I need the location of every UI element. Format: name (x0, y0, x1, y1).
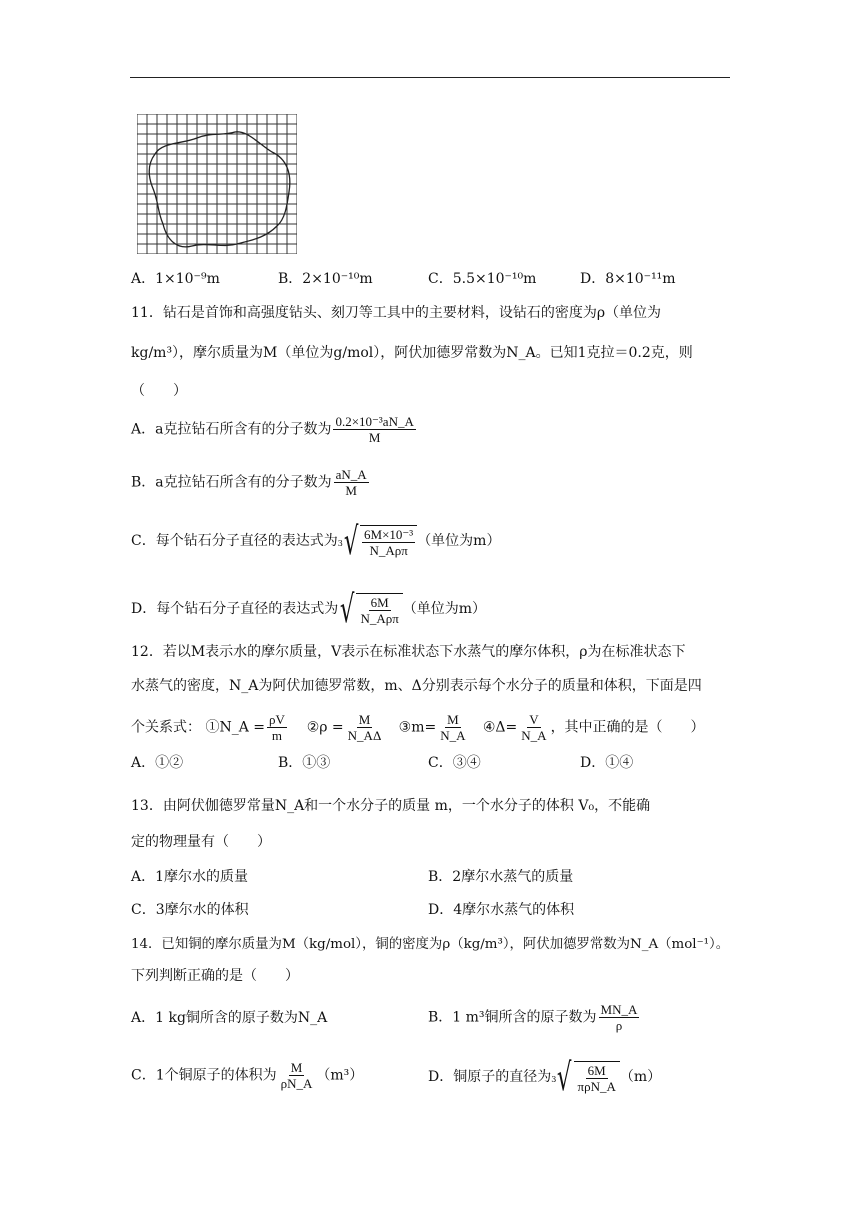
q11-option-c[interactable] (131, 519, 501, 563)
q11-option-d[interactable] (131, 587, 487, 631)
q12-line3-suffix: ，其中正确的是（ ） (550, 719, 705, 736)
q14-option-c-unit: （m³） (316, 1067, 364, 1084)
q13-stem-line2: 定的物理量有（ ） (131, 834, 271, 850)
q11-option-a[interactable] (131, 414, 418, 445)
q14-option-c[interactable] (131, 1060, 363, 1091)
q11-option-a-numerator: 0.2×10⁻³aN_A (335, 414, 414, 429)
q11-option-a-text: A．a克拉钻石所含有的分子数为 (131, 421, 332, 438)
q12-option-c[interactable]: C．③④ (428, 755, 481, 771)
q14-option-d-fraction (576, 1063, 618, 1094)
oil-film-grid-figure (137, 114, 297, 254)
q12-stem-line3 (131, 712, 705, 743)
q12-relation-1-numerator: ρV (269, 712, 285, 727)
q12-relation-1-fraction (267, 712, 287, 743)
q11-option-b-numerator: aN_A (335, 467, 367, 482)
q11-option-d-denominator: N_Aρπ (360, 610, 399, 626)
q14-option-d-unit: （m） (619, 1069, 662, 1085)
q12-option-a[interactable]: A．①② (131, 755, 184, 771)
q14-option-c-text: C．1个铜原子的体积为 (131, 1067, 277, 1084)
q11-option-b-text: B．a克拉钻石所含有的分子数为 (131, 474, 332, 491)
q12-line3-prefix: 个关系式： (131, 719, 201, 736)
q11-option-b-fraction (334, 467, 369, 498)
q11-option-a-fraction (333, 414, 415, 445)
q14-option-b-denominator: ρ (615, 1018, 623, 1033)
q11-option-d-unit: （单位为m） (402, 601, 487, 617)
q12-relation-2-lhs: ②ρ = (306, 719, 344, 736)
q12-relation-3-numerator: M (447, 712, 459, 727)
q11-option-c-numerator: 6M×10⁻³ (364, 526, 414, 542)
q12-stem-line1: 12．若以M表示水的摩尔质量，V表示在标准状态下水蒸气的摩尔体积，ρ为在标准状态下 (131, 644, 686, 660)
q14-option-d[interactable] (428, 1055, 662, 1099)
q14-option-c-numerator: M (290, 1060, 303, 1075)
q14-option-b-text: B．1 m³铜所含的原子数为 (428, 1009, 597, 1026)
q14-option-d-numerator: 6M (587, 1062, 606, 1078)
q13-option-b[interactable]: B．2摩尔水蒸气的质量 (428, 869, 574, 885)
q12-relation-3-fraction (438, 712, 467, 743)
q11-option-b[interactable] (131, 467, 371, 498)
q12-option-d[interactable]: D．①④ (580, 755, 634, 771)
q13-option-d[interactable]: D．4摩尔水蒸气的体积 (428, 902, 575, 918)
q11-stem-line3: （ ） (131, 383, 187, 399)
q14-stem-line2: 下列判断正确的是（ ） (131, 968, 299, 984)
q11-option-c-text: C．每个钻石分子直径的表达式为 (131, 533, 338, 549)
header-rule (130, 77, 730, 78)
q12-relation-1-lhs: ①N_A = (205, 719, 265, 736)
q10-option-d[interactable]: D．8×10⁻¹¹m (580, 271, 676, 287)
q14-option-c-denominator: ρN_A (280, 1076, 313, 1091)
q11-option-c-fraction (362, 527, 415, 558)
q12-relation-4-fraction (519, 712, 548, 743)
q11-stem-line1: 11．钻石是首饰和高强度钻头、刻刀等工具中的主要材料，设钻石的密度为ρ（单位为 (131, 305, 662, 321)
q14-option-a[interactable]: A．1 kg铜所含的原子数为N_A (131, 1010, 328, 1026)
q12-relation-4-numerator: V (529, 712, 539, 727)
q14-option-c-fraction (279, 1060, 315, 1091)
q14-stem-line1: 14．已知铜的摩尔质量为M（kg/mol），铜的密度为ρ（kg/m³），阿伏加德罗常数为N_A（mol⁻¹）。 (131, 937, 730, 952)
q13-option-a[interactable]: A．1摩尔水的质量 (131, 869, 249, 885)
q10-option-c[interactable]: C．5.5×10⁻¹⁰m (428, 271, 537, 287)
q12-relation-4-denominator: N_A (521, 728, 547, 743)
q10-option-a[interactable]: A．1×10⁻⁹m (131, 271, 220, 287)
q14-option-d-text: D．铜原子的直径为 (428, 1069, 552, 1085)
q12-relation-2-denominator: N_AΔ (347, 728, 382, 743)
q13-option-c[interactable]: C．3摩尔水的体积 (131, 902, 249, 918)
q14-option-b-fraction (599, 1002, 640, 1033)
q10-option-b[interactable]: B．2×10⁻¹⁰m (278, 271, 373, 287)
q14-option-d-root-index: 3 (551, 1075, 557, 1084)
q14-option-b-numerator: MN_A (600, 1002, 638, 1017)
q14-option-d-denominator: πρN_A (577, 1078, 616, 1094)
q12-relation-2-numerator: M (358, 712, 371, 727)
q12-stem-line2: 水蒸气的密度，N_A为阿伏加德罗常数，m、Δ分别表示每个水分子的质量和体积，下面是四 (131, 678, 702, 694)
q12-relation-3-denominator: N_A (440, 728, 466, 743)
q12-relation-3-lhs: ③m= (398, 719, 437, 736)
q11-option-c-denominator: N_Aρπ (369, 542, 408, 558)
q14-option-b[interactable] (428, 1002, 641, 1033)
q11-option-d-text: D．每个钻石分子直径的表达式为 (131, 601, 339, 617)
q11-option-d-square-root: √ $\frac{6M}{\text{N\_Aρπ}}$ (338, 590, 403, 628)
q12-relation-2-fraction (346, 712, 384, 743)
q11-stem-line2: kg/m³），摩尔质量为M（单位为g/mol），阿伏加德罗常数为N_A。已知1克拉＝0.2克，则 (131, 345, 693, 361)
q12-relation-4-lhs: ④Δ= (482, 719, 518, 736)
q12-relation-1-denominator: m (271, 728, 282, 743)
q11-option-a-denominator: M (368, 430, 381, 445)
q11-option-c-unit: （单位为m） (417, 533, 501, 549)
q14-option-d-cube-root: 3 √ $\frac{6M}{\text{πρN\_A}}$ (551, 1058, 620, 1096)
q11-option-d-fraction (358, 595, 400, 626)
q11-option-c-cube-root: 3 √ $\frac{\text{6M×10⁻³}}{\text{N\_Aρπ}}$ (338, 522, 417, 560)
q12-option-b[interactable]: B．①③ (278, 755, 331, 771)
q11-option-c-root-index: 3 (337, 539, 343, 548)
q11-option-d-numerator: 6M (370, 594, 389, 610)
q13-stem-line1: 13．由阿伏伽德罗常量N_A和一个水分子的质量 m，一个水分子的体积 V₀，不能确 (131, 798, 651, 814)
q11-option-b-denominator: M (345, 483, 357, 498)
